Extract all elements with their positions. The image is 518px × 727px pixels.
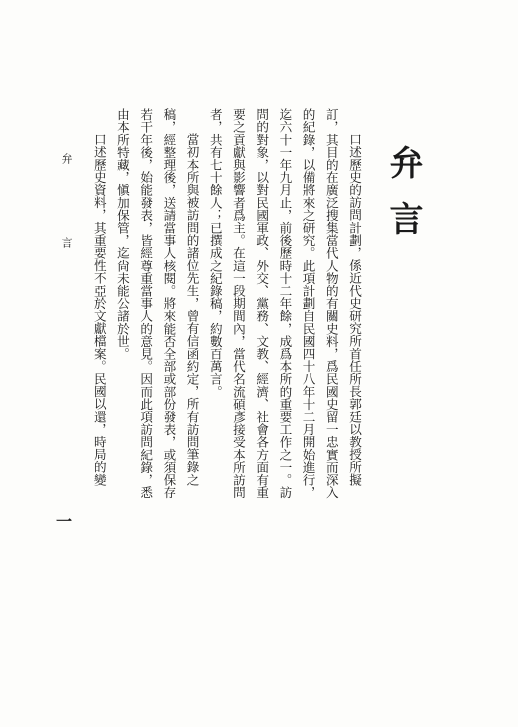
paragraph-2: 當初本所與被訪問的諸位先生，曾有信函約定，所有訪問筆錄之稿，經整理後，送請當事人核閱。將來能否全部或部份發表，或須保存若干年後，始能發表，皆經尊重當事人的意見。因而此項訪問紀錄，悉由本所特藏，愼加保管，迄尙未能公諸於世。 — [114, 108, 200, 499]
paragraph-1: 口述歷史的訪問計劃，係近代史研究所首任所長郭廷以教授所擬訂，其目的在廣泛搜集當代人物的有關史料，爲民國史留一忠實而深入的紀錄，以備將來之研究。此項計劃自民國四十八年十二月開始進行，迄六十一年九月止，前後歷時十二年餘，成爲本所的重要工作之一。訪問的對象，以對民國軍政、外交、黨務、文教、經濟、社會各方面有重要之貢獻與影響者爲主。在這一段期間內，當代名流碩彥接受本所訪問者，共有七十餘人；已撰成之紀錄稿，約數百萬言。 — [207, 108, 362, 499]
page-number: 一 — [56, 512, 73, 531]
running-head: 弁 言 — [60, 153, 73, 278]
paragraph-3: 口述歷史資料，其重要性不亞於文獻檔案。民國以還，時局的變 — [91, 133, 107, 486]
page-title: 弁言 — [383, 145, 423, 257]
body-text — [88, 108, 366, 508]
